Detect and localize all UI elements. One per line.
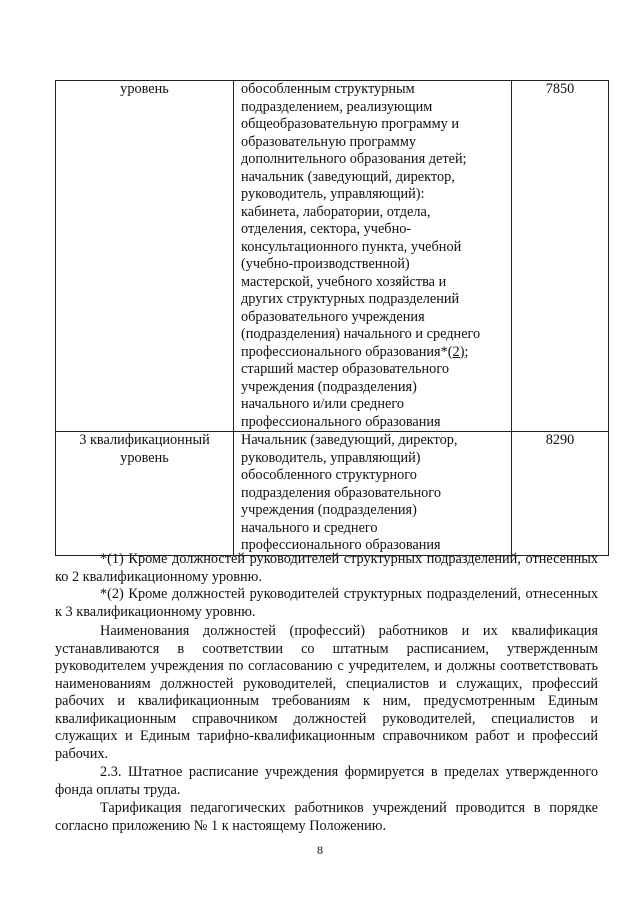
positions-text: Начальник (заведующий, директор, руководитель, управляющий) обособленного структурного подразделения образовательного учреждения (подразделения) начального и среднего профессионального образования <box>241 432 458 553</box>
qualification-level-text: уровень <box>120 81 169 97</box>
salary-table <box>55 80 609 556</box>
qualification-level-cell <box>56 432 234 556</box>
footnotes-block <box>55 551 598 621</box>
table-row <box>56 81 609 432</box>
qualification-level-text: 3 квалификационный уровень <box>79 432 210 466</box>
positions-text-part-1: обособленным структурным подразделением, реализующим общеобразовательную программу и образовательную программу дополнительного образования детей; начальник (заведующий, директор, руководитель, управляющий): кабинета, лаборатории, отдела, отделения, сектора, учебно- консультационного пункта, учебной (учебно-производственной) мастерской, учебного хозяйства и других структурных подразделений образовательного учреждения (подразделения) начального и среднего профессионального образования* <box>241 81 481 360</box>
paragraph-text: 2.3. Штатное расписание учреждения формируется в пределах утвержденного фонда оплаты труда. <box>55 764 598 798</box>
paragraph-staffing <box>55 764 598 799</box>
salary-value: 7850 <box>545 81 575 97</box>
table-row <box>56 432 609 556</box>
positions-text-part-2: ; старший мастер образовательного учреждения (подразделения) начального и/или среднего профессионального образования <box>241 343 469 430</box>
footnote-2: *(2) Кроме должностей руководителей структурных подразделений, отнесенных к 3 квалификационному уровню. <box>55 586 598 620</box>
paragraph-text: Тарификация педагогических работников учреждений проводится в порядке согласно приложению № 1 к настоящему Положению. <box>55 800 598 834</box>
paragraph-tariffication <box>55 800 598 835</box>
footnote-1: *(1) Кроме должностей руководителей структурных подразделений, отнесенных ко 2 квалификационному уровню. <box>55 551 598 585</box>
paragraph-text: Наименования должностей (профессий) работников и их квалификация устанавливаются в соответствии со штатным расписанием, утвержденным руководителем учреждения по согласованию с учредителем, и должны соответствовать наименованиям должностей руководителей, специалистов и служащих, профессий рабочих и квалификационным требованиям к ним, предусмотренным Единым квалификационным справочником должностей руководителей, специалистов и служащих и Единым тарифно-квалификационным справочником работ и профессий рабочих. <box>55 623 598 762</box>
positions-cell <box>234 432 512 556</box>
salary-cell <box>512 432 609 556</box>
salary-value: 8290 <box>545 432 575 448</box>
paragraph-qualification <box>55 623 598 763</box>
salary-cell <box>512 81 609 432</box>
page-number: 8 <box>317 843 323 857</box>
footnote-reference: (2) <box>447 343 465 360</box>
positions-cell <box>234 81 512 432</box>
positions-text <box>241 81 511 431</box>
qualification-level-cell <box>56 81 234 432</box>
